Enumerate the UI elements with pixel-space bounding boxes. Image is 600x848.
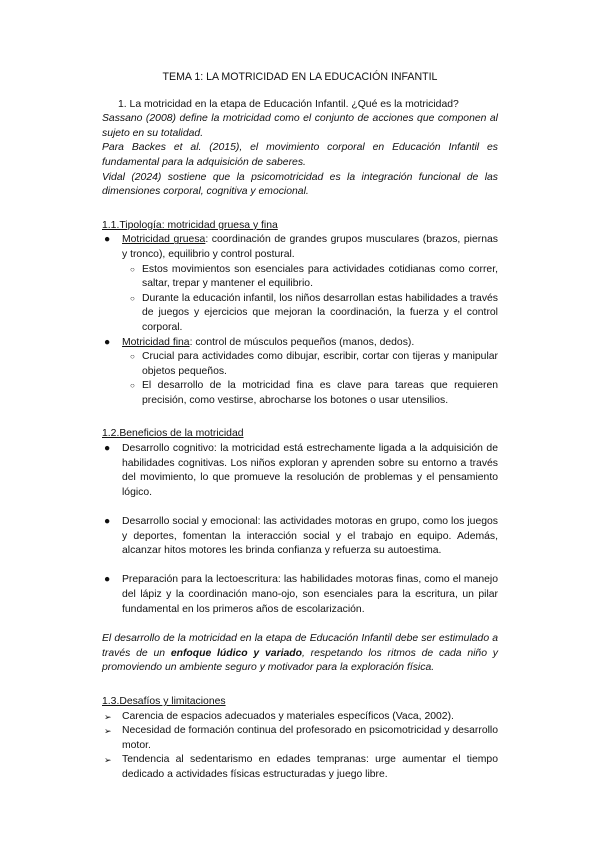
list-item xyxy=(102,379,498,408)
definition-vidal: Vidal (2024) sostiene que la psicomotricidad es la integración funcional de las dimensiones corporal, cognitiva y emocional. xyxy=(102,171,498,198)
bullet-disc-icon: ● xyxy=(104,336,111,348)
item-text: Estos movimientos son esenciales para actividades cotidianas como correr, saltar, trepar y mantener el equilibrio. xyxy=(142,263,498,290)
bullet-disc-icon: ● xyxy=(104,516,111,528)
bullet-circle-icon: ○ xyxy=(130,264,135,274)
arrow-bullet-icon: ➢ xyxy=(104,711,112,722)
arrow-bullet-icon: ➢ xyxy=(104,726,112,737)
item-text: El desarrollo de la motricidad fina es clave para tareas que requieren precisión, como vestirse, abrocharse los botones o usar utensilios. xyxy=(142,380,498,406)
list-item xyxy=(102,336,498,351)
conclusion-text: , respetando los ritmos de cada niño y promoviendo un ambiente seguro y motivador para la exploración física. xyxy=(102,647,498,674)
desafios-list xyxy=(102,710,498,783)
list-item xyxy=(102,263,498,292)
item-text: Necesidad de formación continua del profesorado en psicomotricidad y desarrollo motor. xyxy=(122,725,498,751)
item-text: Tendencia al sedentarismo en edades tempranas: urge aumentar el tiempo dedicado a actividades físicas estructuradas y juego libre. xyxy=(122,754,498,780)
arrow-bullet-icon: ➢ xyxy=(104,755,112,766)
item-text: Crucial para actividades como dibujar, escribir, cortar con tijeras y manipular objetos pequeños. xyxy=(142,351,498,377)
document-title: TEMA 1: LA MOTRICIDAD EN LA EDUCACIÓN INFANTIL xyxy=(162,71,438,83)
section-1-title: 1. La motricidad en la etapa de Educación Infantil. ¿Qué es la motricidad? xyxy=(118,98,459,110)
item-text: Desarrollo social y emocional: las actividades motoras en grupo, como los juegos y deportes, fomentan la interacción social y el trabajo en equipo. Además, alcanzar hitos motores les brinda confianza y refuerza su autoestima. xyxy=(122,516,498,557)
bullet-circle-icon: ○ xyxy=(130,352,135,362)
conclusion-text: El desarrollo de la motricidad en la etapa de Educación Infantil debe ser estimulado a través de un xyxy=(102,633,498,659)
definition-backes: Para Backes et al. (2015), el movimiento corporal en Educación Infantil es fundamental para la adquisición de saberes. xyxy=(102,142,498,168)
item-text: Preparación para la lectoescritura: las habilidades motoras finas, como el manejo del lápiz y la coordinación mano-ojo, son esenciales para la escritura, un pilar fundamental en los primeros años de escolarización. xyxy=(122,574,498,615)
bullet-circle-icon: ○ xyxy=(130,381,135,391)
term-label: Motricidad fina xyxy=(122,336,190,348)
item-text: Desarrollo cognitivo: la motricidad está estrechamente ligada a la adquisición de habilidades cognitivas. Los niños exploran y aprenden sobre su entorno a través del movimiento, lo que promueve la resolución de problemas y el pensamiento lógico. xyxy=(122,443,498,498)
conclusion-emphasis: enfoque lúdico y variado xyxy=(170,647,302,659)
bullet-circle-icon: ○ xyxy=(130,293,135,303)
list-item xyxy=(102,753,498,782)
section-1-3-heading: 1.3.Desafíos y limitaciones xyxy=(102,695,226,707)
bullet-disc-icon: ● xyxy=(104,234,111,246)
beneficios-list xyxy=(102,442,498,617)
term-label: Motricidad gruesa xyxy=(122,234,206,246)
list-item xyxy=(102,724,498,753)
list-item xyxy=(102,442,498,500)
item-text: : coordinación de grandes grupos musculares (brazos, piernas y tronco), equilibrio y control postural. xyxy=(122,234,498,260)
tipologia-list xyxy=(102,233,498,408)
section-1-2-heading: 1.2.Beneficios de la motricidad xyxy=(102,428,244,440)
bullet-disc-icon: ● xyxy=(104,443,111,455)
list-item xyxy=(102,292,498,336)
list-item xyxy=(102,515,498,559)
bullet-disc-icon: ● xyxy=(104,574,111,586)
item-text: Durante la educación infantil, los niños desarrollan estas habilidades a través de juegos y ejercicios que mejoran la coordinación, la fuerza y el control corporal. xyxy=(142,292,498,333)
definition-sassano: Sassano (2008) define la motricidad como el conjunto de acciones que componen al sujeto en su totalidad. xyxy=(102,113,498,139)
list-item xyxy=(102,710,498,725)
section-1-1-heading: 1.1.Tipología: motricidad gruesa y fina xyxy=(102,219,278,231)
list-item xyxy=(102,350,498,379)
item-text: : control de músculos pequeños (manos, dedos). xyxy=(189,336,415,348)
item-text: Carencia de espacios adecuados y materiales específicos (Vaca, 2002). xyxy=(122,710,454,722)
document-page xyxy=(102,70,498,783)
list-item xyxy=(102,573,498,617)
list-item xyxy=(102,233,498,262)
conclusion-paragraph xyxy=(102,632,498,676)
